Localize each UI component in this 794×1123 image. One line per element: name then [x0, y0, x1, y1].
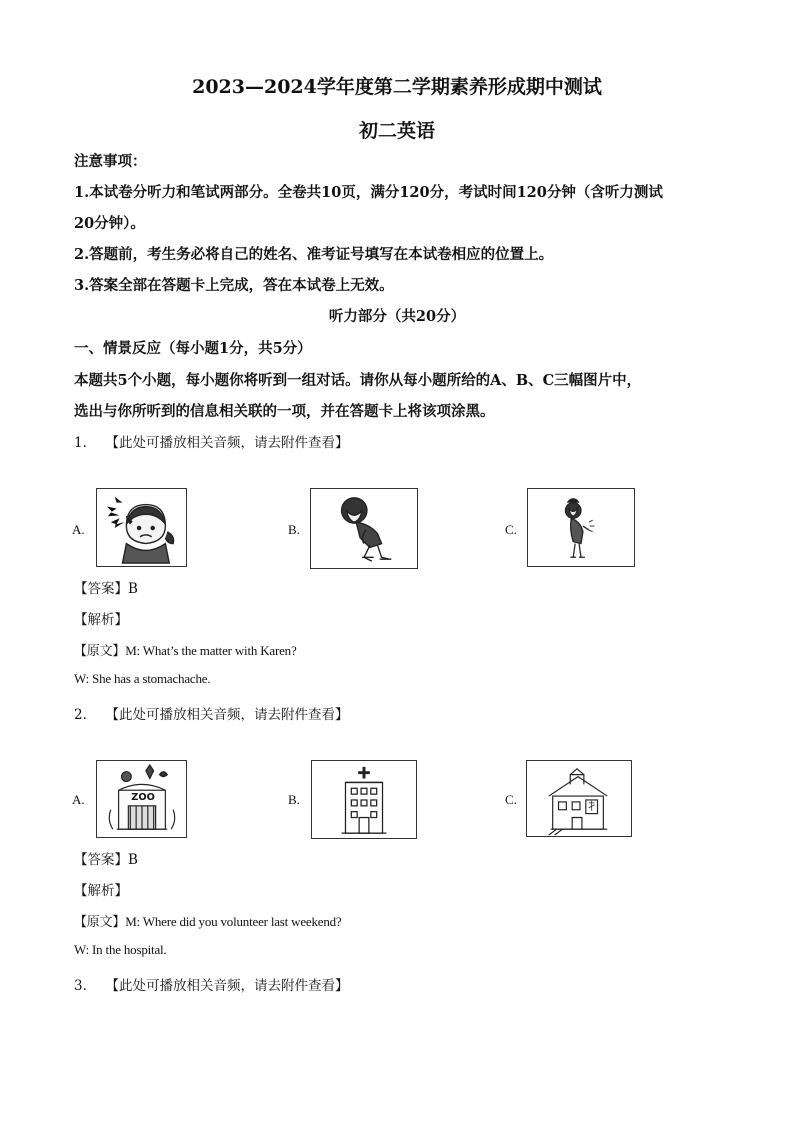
zoo-sign-text: ZOO — [131, 791, 155, 803]
option-a-label: A. — [72, 792, 85, 807]
notes-item-2: 2.答题前，考生务必将自己的姓名、准考证号填写在本试卷相应的位置上。 — [74, 246, 554, 263]
analysis-1: 【解析】 — [74, 612, 128, 628]
notes-heading: 注意事项： — [74, 153, 147, 170]
transcript-2-line-2: W: In the hospital. — [74, 942, 167, 957]
page-subtitle: 初二英语 — [358, 120, 435, 142]
audio-note: 【此处可播放相关音频，请去附件查看】 — [105, 435, 349, 451]
question-1-header — [74, 431, 348, 451]
instruction-line-2: 选出与你所听到的信息相关联的一项，并在答题卡上将该项涂黑。 — [74, 403, 495, 420]
option-b-label: B. — [288, 792, 300, 807]
option-b-label: B. — [288, 522, 300, 537]
part-title: 一、情景反应（每小题1分，共5分） — [74, 340, 312, 357]
section-title: 听力部分（共20分） — [328, 308, 466, 325]
option-c-label: C. — [505, 792, 517, 807]
restaurant-picture[interactable] — [526, 760, 632, 837]
option-a-label: A. — [72, 522, 85, 537]
instruction-line-1: 本题共5个小题，每小题你将听到一组对话。请你从每小题所给的A、B、C三幅图片中， — [74, 372, 642, 389]
transcript-1-line-2: W: She has a stomachache. — [74, 671, 211, 686]
option-c-label: C. — [505, 522, 517, 537]
audio-note: 【此处可播放相关音频，请去附件查看】 — [105, 707, 349, 723]
question-number: 3. — [74, 978, 87, 994]
question-2-header — [74, 703, 348, 723]
zoo-picture[interactable] — [96, 760, 187, 838]
backache-woman-picture[interactable] — [527, 488, 635, 567]
answer-2: 【答案】B — [74, 852, 138, 868]
notes-item-1-line-2: 20分钟）。 — [74, 215, 145, 232]
transcript-2-line-1: 【原文】M: Where did you volunteer last weekend? — [74, 914, 342, 929]
notes-item-3: 3.答案全部在答题卡上完成，答在本试卷上无效。 — [74, 277, 394, 294]
analysis-2: 【解析】 — [74, 883, 128, 899]
page-title: 2023—2024学年度第二学期素养形成期中测试 — [192, 76, 602, 98]
headache-girl-picture[interactable] — [96, 488, 187, 567]
hospital-picture[interactable] — [311, 760, 417, 839]
stomachache-person-picture[interactable] — [310, 488, 418, 569]
question-number: 1. — [74, 435, 87, 451]
transcript-1-line-1: 【原文】M: What’s the matter with Karen? — [74, 643, 297, 658]
audio-note: 【此处可播放相关音频，请去附件查看】 — [105, 978, 349, 994]
question-3-header — [74, 974, 348, 994]
answer-1: 【答案】B — [74, 581, 138, 597]
notes-item-1-line-1: 1.本试卷分听力和笔试两部分。全卷共10页，满分120分，考试时间120分钟（含听力测试 — [74, 184, 663, 201]
question-number: 2. — [74, 707, 87, 723]
